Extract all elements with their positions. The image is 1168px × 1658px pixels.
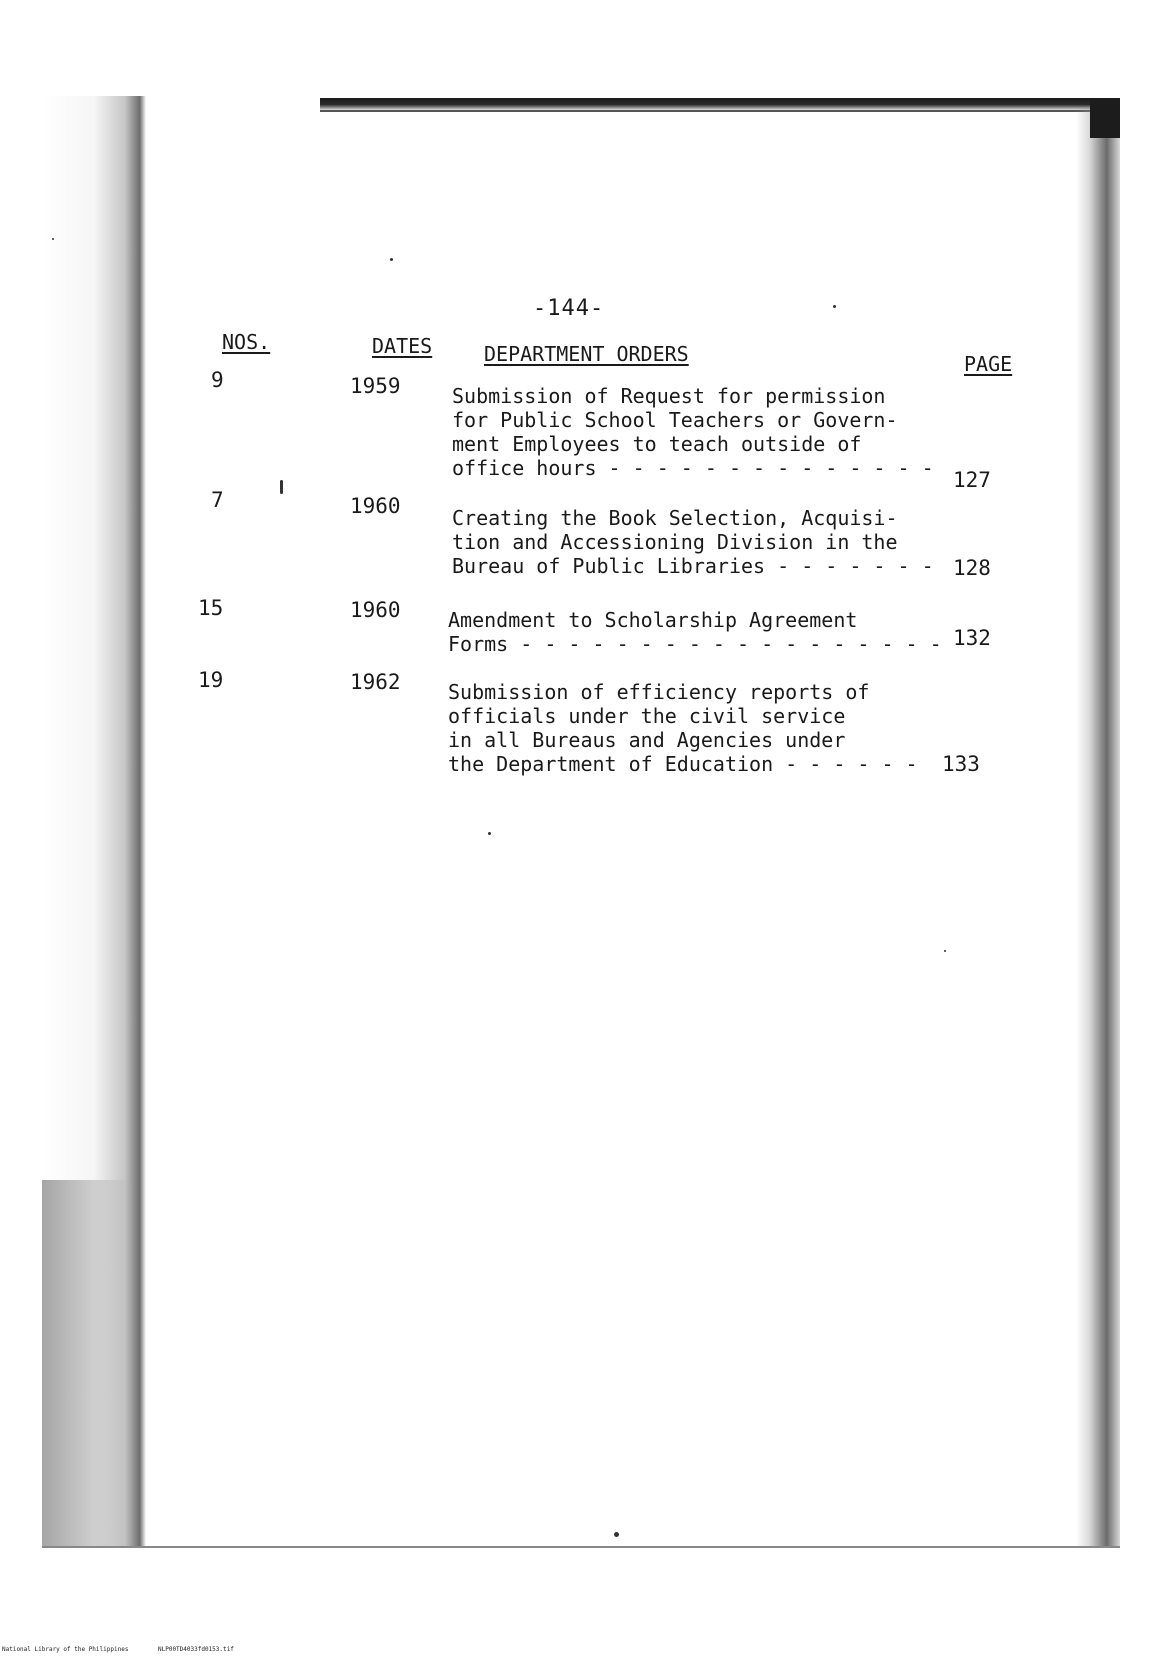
row-2-description — [452, 506, 934, 578]
page-top-edge — [320, 98, 1120, 110]
page-binding-shadow-bottom — [42, 1180, 132, 1548]
row-1-description — [452, 384, 934, 480]
scan-speck — [944, 950, 946, 952]
row-1-date: 1959 — [350, 374, 401, 398]
header-department-orders: DEPARTMENT ORDERS — [484, 342, 689, 366]
row-1-line-4: office hours - - - - - - - - - - - - - - — [452, 456, 934, 480]
header-page: PAGE — [964, 352, 1013, 376]
footer-file-name: NLP00TD4033fd0153.tif — [158, 1646, 234, 1653]
row-1-line-2: for Public School Teachers or Govern- — [452, 408, 898, 432]
scan-speck — [52, 238, 54, 240]
row-3-page: 132 — [953, 626, 991, 650]
row-3-line-2: Forms - - - - - - - - - - - - - - - - - - — [448, 632, 942, 656]
scan-speck — [614, 1532, 619, 1537]
row-2-no: 7 — [211, 488, 224, 512]
scan-speck — [390, 258, 393, 261]
row-4-line-2: officials under the civil service — [448, 704, 846, 728]
row-3-no: 15 — [198, 596, 224, 620]
row-3-date: 1960 — [350, 598, 401, 622]
row-3-description — [448, 608, 942, 656]
row-4-no: 19 — [198, 668, 224, 692]
row-3-line-1: Amendment to Scholarship Agreement — [448, 608, 858, 632]
scan-speck — [488, 832, 491, 835]
row-2-page: 128 — [953, 556, 991, 580]
row-4-page: 133 — [942, 752, 980, 776]
page-right-edge — [1076, 108, 1120, 1548]
row-1-line-3: ment Employees to teach outside of — [452, 432, 862, 456]
row-4-date: 1962 — [350, 670, 401, 694]
row-2-date: 1960 — [350, 494, 401, 518]
row-1-line-1: Submission of Request for permission — [452, 384, 886, 408]
page-corner — [1090, 98, 1120, 138]
header-nos: NOS. — [222, 330, 271, 354]
row-4-line-1: Submission of efficiency reports of — [448, 680, 870, 704]
row-4-description — [448, 680, 918, 776]
row-4-line-4: the Department of Education - - - - - - — [448, 752, 918, 776]
row-2-line-3: Bureau of Public Libraries - - - - - - - — [452, 554, 934, 578]
scan-speck — [833, 305, 836, 308]
footer-library-name: National Library of the Philippines — [2, 1646, 129, 1653]
row-1-page: 127 — [953, 468, 991, 492]
page-top-edge-line — [320, 110, 1100, 112]
row-1-no: 9 — [211, 368, 224, 392]
page-bottom-edge — [42, 1546, 1120, 1548]
row-2-line-2: tion and Accessioning Division in the — [452, 530, 898, 554]
row-2-line-1: Creating the Book Selection, Acquisi- — [452, 506, 898, 530]
page-number: -144- — [533, 296, 605, 321]
row-4-line-3: in all Bureaus and Agencies under — [448, 728, 846, 752]
header-dates: DATES — [372, 334, 433, 358]
scan-speck — [280, 480, 283, 494]
